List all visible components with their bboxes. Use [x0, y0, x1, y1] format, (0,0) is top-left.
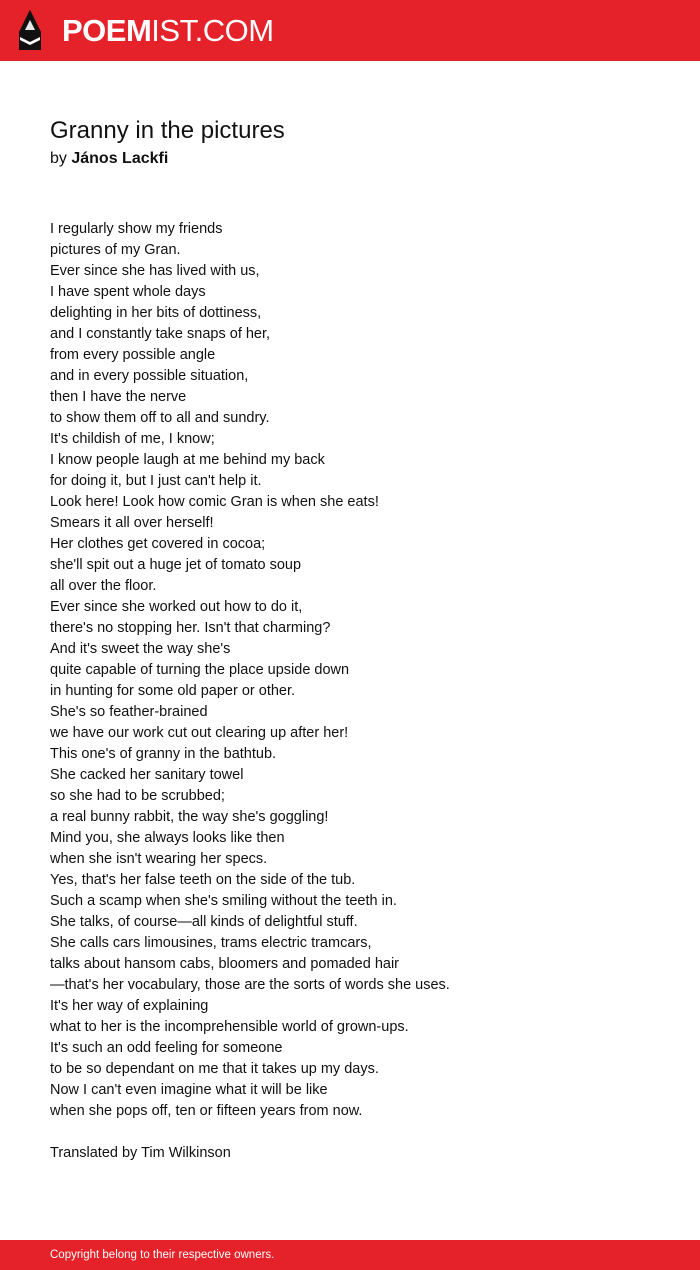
poem-line: to show them off to all and sundry.: [50, 410, 270, 426]
poem-line: She's so feather-brained: [50, 704, 208, 720]
poem-line: It's such an odd feeling for someone: [50, 1040, 283, 1056]
translator-credit: Translated by Tim Wilkinson: [50, 1145, 231, 1161]
copyright-notice: Copyright belong to their respective owners.: [50, 1249, 275, 1261]
poem-line: she'll spit out a huge jet of tomato soup: [50, 557, 302, 573]
poem-line: when she isn't wearing her specs.: [50, 851, 268, 867]
poem-line: It's her way of explaining: [50, 998, 209, 1014]
poem-line: I regularly show my friends: [50, 221, 223, 237]
poem-line: Such a scamp when she's smiling without the teeth in.: [50, 893, 397, 909]
poem-line: I have spent whole days: [50, 284, 206, 300]
poem-line: I know people laugh at me behind my back: [50, 452, 325, 468]
logo-text-light: IST.COM: [151, 13, 274, 48]
poem-line: in hunting for some old paper or other.: [50, 683, 296, 699]
poem-line: so she had to be scrubbed;: [50, 788, 225, 804]
poem-line: She calls cars limousines, trams electric tramcars,: [50, 935, 372, 951]
by-label: by: [50, 150, 67, 167]
poem-line: then I have the nerve: [50, 389, 187, 405]
poem-line: and I constantly take snaps of her,: [50, 326, 271, 342]
poem-line: She talks, of course—all kinds of delightful stuff.: [50, 914, 358, 930]
poem-line: a real bunny rabbit, the way she's goggling!: [50, 809, 329, 825]
site-logo-link[interactable]: [62, 11, 274, 51]
poem-line: for doing it, but I just can't help it.: [50, 473, 262, 489]
poem-line: from every possible angle: [50, 347, 216, 363]
poem-line: and in every possible situation,: [50, 368, 249, 384]
site-header: [0, 0, 700, 61]
pencil-tip-icon[interactable]: [17, 9, 43, 51]
poem-line: quite capable of turning the place upside down: [50, 662, 350, 678]
poem-line: This one's of granny in the bathtub.: [50, 746, 277, 762]
poem-line: pictures of my Gran.: [50, 242, 181, 258]
poem-line: Now I can't even imagine what it will be like: [50, 1082, 328, 1098]
poem-line: Yes, that's her false teeth on the side of the tub.: [50, 872, 356, 888]
poem-line: Her clothes get covered in cocoa;: [50, 536, 266, 552]
poem-line: there's no stopping her. Isn't that charming?: [50, 620, 331, 636]
poem-line: She cacked her sanitary towel: [50, 767, 244, 783]
poem-line: Mind you, she always looks like then: [50, 830, 285, 846]
poem-line: —that's her vocabulary, those are the sorts of words she uses.: [50, 977, 450, 993]
poem-line: delighting in her bits of dottiness,: [50, 305, 262, 321]
poem-line: Ever since she worked out how to do it,: [50, 599, 303, 615]
poem-line: And it's sweet the way she's: [50, 641, 231, 657]
poem-line: all over the floor.: [50, 578, 157, 594]
poem-title: Granny in the pictures: [50, 117, 285, 144]
poem-line: Smears it all over herself!: [50, 515, 214, 531]
poem-line: It's childish of me, I know;: [50, 431, 215, 447]
poem-line: Ever since she has lived with us,: [50, 263, 260, 279]
poem-line: to be so dependant on me that it takes up my days.: [50, 1061, 379, 1077]
poem-body: [50, 219, 670, 1122]
poem-line: when she pops off, ten or fifteen years from now.: [50, 1103, 363, 1119]
logo-text-bold: POEM: [62, 13, 152, 48]
author-name: János Lackfi: [71, 150, 169, 167]
poem-line: Look here! Look how comic Gran is when she eats!: [50, 494, 379, 510]
byline: [50, 148, 168, 170]
site-footer: [0, 1240, 700, 1270]
poem-line: what to her is the incomprehensible world of grown-ups.: [50, 1019, 409, 1035]
poem-line: talks about hansom cabs, bloomers and pomaded hair: [50, 956, 400, 972]
poem-line: we have our work cut out clearing up after her!: [50, 725, 349, 741]
